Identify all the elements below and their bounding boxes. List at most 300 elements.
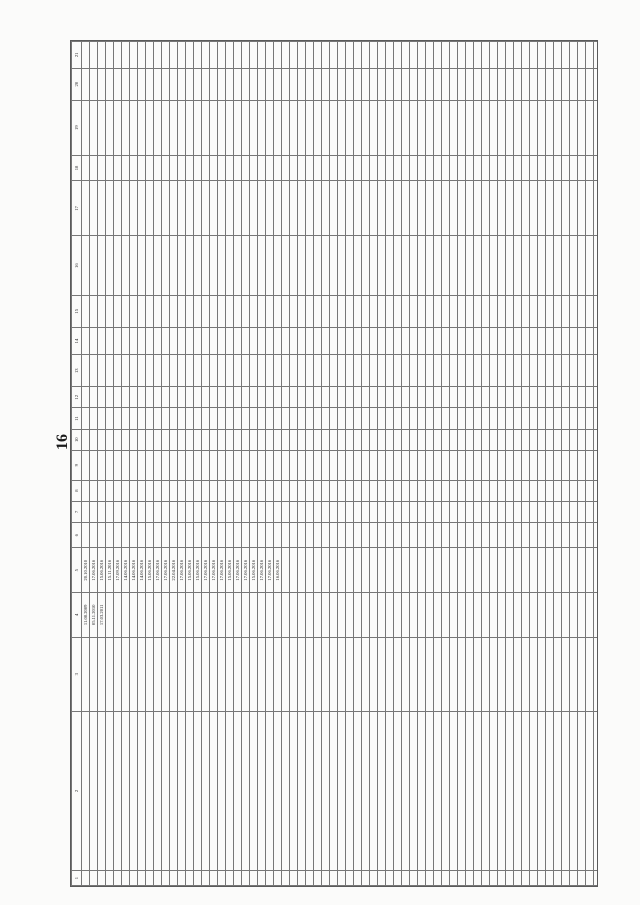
table-row	[226, 42, 234, 886]
table-cell	[490, 42, 498, 69]
table-cell	[474, 480, 482, 501]
table-cell	[354, 387, 362, 408]
table-cell	[546, 155, 554, 180]
table-row	[290, 42, 298, 886]
column-header: 1	[72, 871, 82, 886]
table-cell	[410, 181, 418, 236]
table-cell	[506, 68, 514, 100]
table-cell	[514, 593, 522, 638]
table-cell	[426, 42, 434, 69]
table-cell	[482, 711, 490, 870]
table-cell	[538, 637, 546, 711]
table-cell	[210, 480, 218, 501]
table-cell	[282, 429, 290, 450]
table-cell	[490, 68, 498, 100]
table-cell	[466, 42, 474, 69]
table-cell	[82, 42, 90, 69]
table-cell	[314, 501, 322, 522]
table-cell	[586, 480, 594, 501]
table-row	[498, 42, 506, 886]
table-cell	[226, 637, 234, 711]
table-cell	[426, 181, 434, 236]
table-cell	[458, 327, 466, 355]
table-cell	[170, 593, 178, 638]
table-cell	[594, 355, 599, 387]
table-cell	[234, 236, 242, 295]
table-cell	[570, 711, 578, 870]
table-cell	[418, 501, 426, 522]
table-cell	[578, 327, 586, 355]
table-cell	[538, 236, 546, 295]
table-cell	[314, 100, 322, 155]
table-cell	[106, 711, 114, 870]
table-row	[258, 42, 266, 886]
table-cell	[554, 871, 562, 886]
table-cell	[146, 637, 154, 711]
table-cell	[114, 450, 122, 480]
table-cell	[498, 450, 506, 480]
table-cell	[258, 100, 266, 155]
table-cell	[90, 327, 98, 355]
table-cell	[282, 480, 290, 501]
table-cell	[522, 501, 530, 522]
table-cell	[202, 871, 210, 886]
column-header: 19	[72, 100, 82, 155]
table-cell	[274, 387, 282, 408]
table-cell	[554, 450, 562, 480]
table-cell	[594, 450, 599, 480]
table-cell	[370, 327, 378, 355]
table-cell	[450, 68, 458, 100]
table-cell	[514, 480, 522, 501]
table-cell: 17.06.2016	[218, 548, 226, 593]
table-cell	[402, 501, 410, 522]
table-cell	[82, 236, 90, 295]
table-cell	[370, 450, 378, 480]
table-cell	[146, 522, 154, 547]
table-cell	[450, 355, 458, 387]
table-cell	[290, 480, 298, 501]
table-cell	[146, 387, 154, 408]
table-cell	[282, 155, 290, 180]
table-cell	[370, 100, 378, 155]
table-cell	[186, 155, 194, 180]
table-cell	[330, 429, 338, 450]
table-row	[306, 42, 314, 886]
table-cell	[154, 593, 162, 638]
table-cell	[554, 100, 562, 155]
table-cell	[186, 387, 194, 408]
column-header: 2	[72, 711, 82, 870]
table-cell	[522, 355, 530, 387]
table-cell	[234, 327, 242, 355]
table-cell	[434, 181, 442, 236]
table-cell: 20.10.2010	[82, 548, 90, 593]
table-cell	[514, 42, 522, 69]
table-cell	[250, 637, 258, 711]
table-cell	[138, 355, 146, 387]
table-cell	[162, 100, 170, 155]
table-cell	[146, 355, 154, 387]
table-cell	[378, 408, 386, 429]
table-cell	[186, 42, 194, 69]
table-cell	[186, 522, 194, 547]
table-cell	[306, 711, 314, 870]
table-cell	[594, 181, 599, 236]
rotated-table-container	[71, 41, 597, 886]
table-cell	[450, 236, 458, 295]
table-cell	[146, 450, 154, 480]
table-cell	[338, 387, 346, 408]
table-cell	[250, 295, 258, 327]
table-cell	[418, 408, 426, 429]
table-cell	[138, 100, 146, 155]
table-cell	[210, 501, 218, 522]
table-cell	[538, 480, 546, 501]
table-cell	[586, 100, 594, 155]
table-cell	[106, 450, 114, 480]
table-cell	[394, 871, 402, 886]
table-cell	[234, 522, 242, 547]
table-cell	[482, 429, 490, 450]
table-cell	[330, 501, 338, 522]
table-cell	[346, 42, 354, 69]
table-cell	[346, 295, 354, 327]
table-cell	[586, 548, 594, 593]
table-cell	[330, 295, 338, 327]
table-cell	[570, 871, 578, 886]
table-cell	[514, 711, 522, 870]
table-cell	[202, 429, 210, 450]
table-cell	[378, 637, 386, 711]
table-cell: 17.09.2016	[114, 548, 122, 593]
table-cell	[522, 387, 530, 408]
table-cell	[466, 387, 474, 408]
table-cell	[250, 100, 258, 155]
table-cell	[362, 593, 370, 638]
table-header-row	[72, 42, 82, 886]
table-cell	[498, 501, 506, 522]
table-cell	[194, 155, 202, 180]
table-cell	[482, 155, 490, 180]
table-row	[586, 42, 594, 886]
table-cell	[322, 522, 330, 547]
table-cell	[466, 295, 474, 327]
table-cell	[410, 68, 418, 100]
table-cell	[266, 387, 274, 408]
table-cell	[522, 593, 530, 638]
table-cell	[266, 450, 274, 480]
table-cell	[186, 68, 194, 100]
table-cell	[426, 429, 434, 450]
table-cell	[530, 155, 538, 180]
table-cell	[98, 501, 106, 522]
table-cell	[362, 548, 370, 593]
table-cell	[530, 450, 538, 480]
table-cell	[386, 355, 394, 387]
table-cell	[578, 100, 586, 155]
table-cell	[338, 181, 346, 236]
table-cell	[594, 522, 599, 547]
table-cell	[82, 450, 90, 480]
column-header: 6	[72, 522, 82, 547]
table-cell	[298, 327, 306, 355]
table-cell	[298, 429, 306, 450]
table-cell	[378, 501, 386, 522]
table-cell	[146, 480, 154, 501]
table-cell	[306, 408, 314, 429]
table-cell	[514, 871, 522, 886]
table-cell	[234, 355, 242, 387]
table-cell	[106, 480, 114, 501]
table-cell	[394, 236, 402, 295]
table-cell	[194, 593, 202, 638]
table-cell	[282, 637, 290, 711]
table-cell	[114, 480, 122, 501]
table-cell	[234, 480, 242, 501]
table-cell	[250, 327, 258, 355]
table-cell	[522, 327, 530, 355]
table-cell	[474, 155, 482, 180]
table-cell	[538, 100, 546, 155]
table-cell	[138, 155, 146, 180]
table-cell	[458, 501, 466, 522]
table-cell	[354, 548, 362, 593]
table-cell	[186, 181, 194, 236]
table-cell	[226, 295, 234, 327]
table-cell	[554, 522, 562, 547]
table-cell	[154, 501, 162, 522]
table-cell	[570, 450, 578, 480]
table-cell	[394, 68, 402, 100]
table-cell: 17.06.2016	[90, 548, 98, 593]
table-cell	[330, 355, 338, 387]
table-cell	[82, 68, 90, 100]
table-cell	[122, 68, 130, 100]
table-cell	[362, 155, 370, 180]
table-cell	[226, 429, 234, 450]
table-cell	[242, 295, 250, 327]
table-cell	[186, 408, 194, 429]
table-cell	[450, 181, 458, 236]
table-cell	[546, 450, 554, 480]
table-cell	[394, 522, 402, 547]
table-cell	[162, 637, 170, 711]
table-cell	[234, 429, 242, 450]
table-cell	[314, 181, 322, 236]
column-header: 7	[72, 501, 82, 522]
table-cell	[394, 548, 402, 593]
table-cell	[570, 548, 578, 593]
table-cell	[354, 429, 362, 450]
table-cell	[298, 100, 306, 155]
table-cell	[114, 637, 122, 711]
table-cell	[346, 593, 354, 638]
table-cell	[394, 593, 402, 638]
table-cell: 17.06.2016	[266, 548, 274, 593]
table-cell	[370, 387, 378, 408]
table-cell	[450, 548, 458, 593]
table-cell	[426, 871, 434, 886]
table-cell	[82, 408, 90, 429]
table-cell	[98, 295, 106, 327]
table-cell	[282, 42, 290, 69]
table-row	[378, 42, 386, 886]
table-cell	[578, 711, 586, 870]
table-cell	[330, 871, 338, 886]
table-cell	[266, 155, 274, 180]
table-cell	[458, 429, 466, 450]
table-cell	[178, 429, 186, 450]
table-cell	[434, 522, 442, 547]
table-cell	[362, 327, 370, 355]
table-cell	[578, 637, 586, 711]
table-cell	[410, 480, 418, 501]
table-cell	[426, 548, 434, 593]
table-row	[538, 42, 546, 886]
column-header: 20	[72, 68, 82, 100]
table-cell	[170, 68, 178, 100]
table-cell	[386, 480, 394, 501]
table-cell	[434, 429, 442, 450]
table-cell	[474, 450, 482, 480]
table-cell	[394, 100, 402, 155]
table-cell	[594, 236, 599, 295]
table-cell	[570, 355, 578, 387]
column-header: 8	[72, 480, 82, 501]
table-cell	[578, 42, 586, 69]
table-cell	[506, 480, 514, 501]
table-cell	[434, 637, 442, 711]
table-cell	[410, 450, 418, 480]
table-cell	[282, 355, 290, 387]
table-cell	[474, 387, 482, 408]
table-cell	[314, 480, 322, 501]
table-cell	[138, 387, 146, 408]
table-cell	[210, 42, 218, 69]
table-cell	[106, 355, 114, 387]
table-cell	[82, 355, 90, 387]
table-cell	[442, 408, 450, 429]
table-row	[242, 42, 250, 886]
table-cell	[402, 871, 410, 886]
table-cell	[418, 327, 426, 355]
table-cell	[130, 408, 138, 429]
table-cell	[130, 450, 138, 480]
table-cell	[314, 327, 322, 355]
table-cell	[122, 355, 130, 387]
table-row	[162, 42, 170, 886]
table-cell	[530, 593, 538, 638]
table-cell	[258, 637, 266, 711]
table-cell	[570, 522, 578, 547]
table-cell	[546, 42, 554, 69]
table-cell	[346, 100, 354, 155]
table-cell	[258, 711, 266, 870]
table-cell	[450, 408, 458, 429]
table-cell	[250, 155, 258, 180]
table-cell	[490, 327, 498, 355]
table-cell	[458, 450, 466, 480]
table-cell	[162, 480, 170, 501]
table-cell	[442, 236, 450, 295]
table-cell	[426, 408, 434, 429]
table-cell	[434, 100, 442, 155]
table-cell	[114, 100, 122, 155]
table-cell	[442, 711, 450, 870]
table-cell	[538, 871, 546, 886]
table-cell	[90, 100, 98, 155]
table-cell	[266, 593, 274, 638]
table-cell	[274, 637, 282, 711]
table-cell	[194, 408, 202, 429]
table-cell	[138, 42, 146, 69]
table-cell	[306, 480, 314, 501]
table-cell	[154, 429, 162, 450]
table-cell	[442, 593, 450, 638]
table-cell	[234, 100, 242, 155]
table-cell	[354, 408, 362, 429]
table-cell	[210, 236, 218, 295]
table-cell	[570, 181, 578, 236]
table-cell	[482, 501, 490, 522]
table-cell	[514, 100, 522, 155]
table-cell	[130, 181, 138, 236]
table-cell	[546, 100, 554, 155]
table-cell	[506, 295, 514, 327]
table-cell	[450, 42, 458, 69]
table-cell	[538, 42, 546, 69]
table-cell	[186, 355, 194, 387]
table-cell	[394, 637, 402, 711]
table-cell	[290, 236, 298, 295]
column-header: 21	[72, 42, 82, 69]
table-cell	[514, 355, 522, 387]
table-cell	[570, 295, 578, 327]
table-cell	[570, 408, 578, 429]
table-cell	[258, 450, 266, 480]
table-cell	[594, 593, 599, 638]
table-cell	[442, 100, 450, 155]
table-cell	[450, 637, 458, 711]
table-cell	[322, 387, 330, 408]
table-cell	[562, 522, 570, 547]
table-cell	[458, 42, 466, 69]
table-cell	[482, 327, 490, 355]
table-cell	[474, 408, 482, 429]
table-cell	[266, 408, 274, 429]
table-row	[330, 42, 338, 886]
table-cell	[490, 295, 498, 327]
table-cell	[482, 42, 490, 69]
table-cell	[474, 327, 482, 355]
table-cell	[130, 355, 138, 387]
table-cell	[386, 236, 394, 295]
table-cell	[370, 408, 378, 429]
table-cell	[562, 480, 570, 501]
table-cell	[482, 181, 490, 236]
table-cell	[202, 42, 210, 69]
table-cell	[330, 593, 338, 638]
table-cell	[98, 429, 106, 450]
table-cell	[114, 236, 122, 295]
table-cell	[578, 408, 586, 429]
table-cell	[514, 68, 522, 100]
table-cell	[458, 155, 466, 180]
table-cell	[474, 871, 482, 886]
table-cell	[226, 100, 234, 155]
table-cell	[378, 68, 386, 100]
